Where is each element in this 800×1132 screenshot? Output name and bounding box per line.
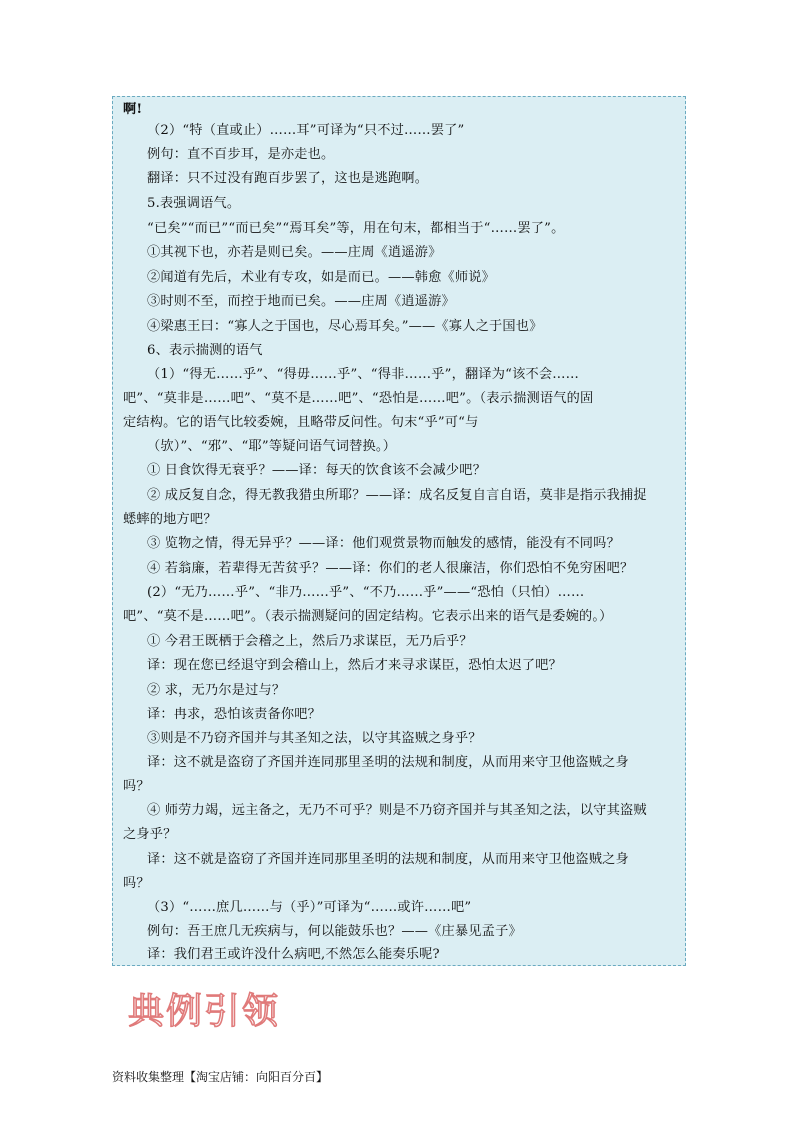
text-line: 5.表强调语气。 <box>147 196 241 211</box>
text-line: 啊! <box>123 102 143 117</box>
text-line: 吗？ <box>123 876 150 891</box>
text-line: (2）“无乃……乎”、“非乃……乎”、“不乃……乎”——“恐怕（只怕）…… <box>147 585 585 600</box>
text-line: ①其视下也，亦若是则已矣。——庄周《逍遥游》 <box>147 245 442 260</box>
footer-note: 资料收集整理【淘宝店铺：向阳百分百】 <box>112 1070 329 1084</box>
text-line: ②闻道有先后，术业有专攻，如是而已。——韩愈《师说》 <box>147 270 496 285</box>
text-line: ② 成反复自念，得无教我猎虫所耶？——译：成名反复自言自语，莫非是指示我捕捉 <box>147 488 647 503</box>
text-line: ② 求，无乃尔是过与？ <box>147 683 286 698</box>
text-line: 吗？ <box>123 779 150 794</box>
text-line: 例句：直不百步耳，是亦走也。 <box>147 147 335 162</box>
text-line: 吧”、“莫不是……吧”。（表示揣测疑问的固定结构。它表示出来的语气是委婉的。） <box>123 609 613 624</box>
text-line: 例句：吾王庶几无疾病与，何以能鼓乐也？——《庄暴见孟子》 <box>147 924 522 939</box>
text-line: （3）“……庶几……与（乎）”可译为“……或许……吧” <box>147 900 472 915</box>
text-line: ④ 师劳力竭，远主备之，无乃不可乎？则是不乃窃齐国并与其圣知之法，以守其盗贼 <box>147 803 647 818</box>
text-line: ④ 若翁廉，若辈得无苦贫乎？——译：你们的老人很廉洁，你们恐怕不免穷困吧？ <box>147 561 634 576</box>
text-line: （1）“得无……乎”、“得毋……乎”、“得非……乎”，翻译为“该不会…… <box>147 367 580 382</box>
text-line: 蟋蟀的地方吧？ <box>123 512 217 527</box>
text-line: ① 日食饮得无衰乎？——译：每天的饮食该不会减少吧？ <box>147 463 487 478</box>
text-line: （欤）”、“邪”、“耶”等疑问语气词替换。） <box>147 439 397 454</box>
text-line: ③则是不乃窃齐国并与其圣知之法，以守其盗贼之身乎？ <box>147 731 482 746</box>
text-line: 翻译：只不过没有跑百步罢了，这也是逃跑啊。 <box>147 171 429 186</box>
text-line: （2）“特（直或止）……耳”可译为“只不过……罢了” <box>147 123 465 138</box>
text-line: 吧”、“莫非是……吧”、“莫不是……吧”、“恐怕是……吧”。（表示揣测语气的固 <box>123 391 594 406</box>
text-line: 译：这不就是盗窃了齐国并连同那里圣明的法规和制度，从而用来守卫他盗贼之身 <box>147 755 629 770</box>
text-line: 6、表示揣测的语气 <box>147 343 263 358</box>
text-line: 之身乎？ <box>123 827 177 842</box>
text-line: ④梁惠王曰：“寡人之于国也，尽心焉耳矣。”——《寡人之于国也》 <box>147 319 543 334</box>
content-box <box>112 96 686 966</box>
text-line: “已矣”“而已”“而已矣”“焉耳矣”等，用在句末，都相当于“……罢了”。 <box>147 221 565 236</box>
text-line: ③ 览物之情，得无异乎？——译：他们观赏景物而触发的感情，能没有不同吗？ <box>147 536 620 551</box>
text-line: 译：现在您已经退守到会稽山上，然后才来寻求谋臣，恐怕太迟了吧？ <box>147 658 563 673</box>
text-line: 译：冉求，恐怕该责备你吧？ <box>147 707 322 722</box>
section-heading: 典例引领 <box>128 991 281 1032</box>
text-line: ③时则不至，而控于地而已矣。——庄周《逍遥游》 <box>147 294 455 309</box>
text-line: 译：我们君王或许没什么病吧,不然怎么能奏乐呢? <box>147 947 440 962</box>
text-line: 定结构。它的语气比较委婉，且略带反问性。句末“乎”可“与 <box>123 415 479 430</box>
text-line: ① 今君王既栖于会稽之上，然后乃求谋臣，无乃后乎？ <box>147 634 473 649</box>
text-line: 译：这不就是盗窃了齐国并连同那里圣明的法规和制度，从而用来守卫他盗贼之身 <box>147 852 629 867</box>
